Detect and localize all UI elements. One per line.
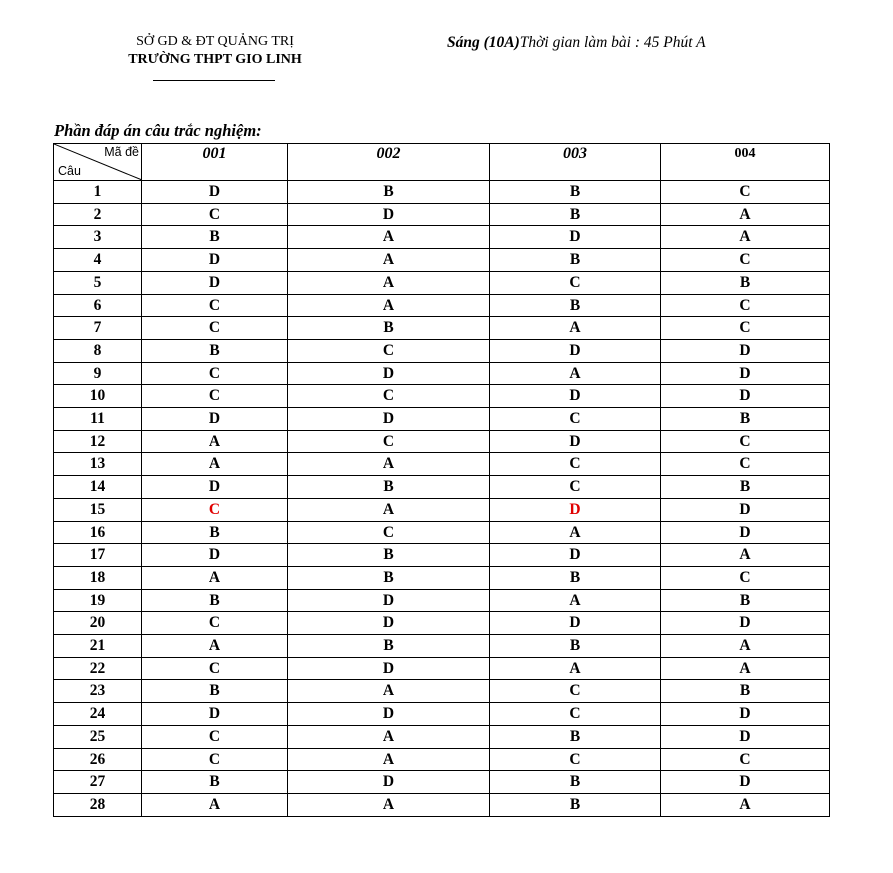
answer-cell: A: [661, 203, 830, 226]
answer-cell: C: [142, 657, 288, 680]
answer-cell: B: [142, 339, 288, 362]
answer-cell: C: [288, 430, 490, 453]
table-row: [54, 635, 830, 658]
department-name: SỞ GD & ĐT QUẢNG TRỊ: [136, 34, 294, 49]
table-row: [54, 430, 830, 453]
answer-cell: D: [490, 544, 661, 567]
table-row: [54, 453, 830, 476]
table-row: [54, 226, 830, 249]
answer-cell: B: [288, 317, 490, 340]
answer-cell: A: [490, 362, 661, 385]
answer-cell: D: [142, 408, 288, 431]
question-number: 5: [54, 271, 142, 294]
table-row: [54, 385, 830, 408]
answer-cell: C: [142, 317, 288, 340]
answer-cell: A: [288, 748, 490, 771]
exam-code-label: Mã đề: [104, 145, 139, 159]
question-label: Câu: [58, 164, 81, 178]
table-row: [54, 203, 830, 226]
answer-cell: A: [288, 793, 490, 816]
answer-cell: C: [661, 317, 830, 340]
question-number: 15: [54, 498, 142, 521]
answer-cell: D: [661, 521, 830, 544]
answer-cell: C: [490, 703, 661, 726]
table-row: [54, 249, 830, 272]
answer-cell: C: [142, 294, 288, 317]
answer-cell: A: [661, 226, 830, 249]
answer-cell: B: [490, 793, 661, 816]
answer-cell: B: [490, 771, 661, 794]
answer-cell: B: [288, 635, 490, 658]
answer-cell: D: [661, 703, 830, 726]
table-row: [54, 476, 830, 499]
question-number: 9: [54, 362, 142, 385]
answer-cell: A: [490, 521, 661, 544]
answer-table-body: [54, 181, 830, 817]
answer-cell: D: [288, 657, 490, 680]
answer-cell: D: [490, 385, 661, 408]
table-row: [54, 362, 830, 385]
question-number: 14: [54, 476, 142, 499]
question-number: 10: [54, 385, 142, 408]
answer-cell: B: [288, 181, 490, 204]
table-row: [54, 680, 830, 703]
header-left: [95, 33, 335, 69]
table-header-row: [54, 144, 830, 181]
answer-cell: A: [288, 680, 490, 703]
answer-cell: C: [490, 271, 661, 294]
answer-cell: B: [661, 476, 830, 499]
answer-cell: A: [661, 657, 830, 680]
answer-cell: D: [490, 612, 661, 635]
answer-cell: C: [142, 385, 288, 408]
answer-cell: A: [142, 430, 288, 453]
answer-cell: A: [490, 317, 661, 340]
answer-cell: C: [142, 203, 288, 226]
answer-cell: D: [490, 339, 661, 362]
answer-cell: D: [142, 544, 288, 567]
answer-cell: A: [288, 271, 490, 294]
answer-cell: D: [288, 362, 490, 385]
question-number: 11: [54, 408, 142, 431]
answer-cell: A: [661, 793, 830, 816]
answer-cell: C: [490, 453, 661, 476]
question-number: 2: [54, 203, 142, 226]
answer-cell: A: [142, 566, 288, 589]
answer-cell: C: [142, 498, 288, 521]
table-row: [54, 612, 830, 635]
exam-code-header: 001: [142, 144, 288, 181]
session-label: Sáng (10A): [447, 34, 520, 51]
question-number: 24: [54, 703, 142, 726]
answer-cell: C: [661, 453, 830, 476]
answer-cell: A: [661, 635, 830, 658]
table-row: [54, 703, 830, 726]
question-number: 20: [54, 612, 142, 635]
answer-cell: A: [142, 453, 288, 476]
table-row: [54, 725, 830, 748]
answer-cell: B: [661, 271, 830, 294]
answer-cell: A: [288, 294, 490, 317]
table-row: [54, 566, 830, 589]
answer-cell: B: [490, 294, 661, 317]
answer-cell: B: [288, 476, 490, 499]
answer-cell: A: [142, 635, 288, 658]
question-number: 7: [54, 317, 142, 340]
question-number: 28: [54, 793, 142, 816]
question-number: 25: [54, 725, 142, 748]
answer-cell: B: [142, 226, 288, 249]
answer-cell: D: [142, 703, 288, 726]
exam-code-header: 003: [490, 144, 661, 181]
table-row: [54, 771, 830, 794]
exam-info: [447, 34, 706, 52]
answer-cell: D: [661, 771, 830, 794]
answer-cell: C: [288, 339, 490, 362]
answer-cell: B: [490, 203, 661, 226]
answer-cell: D: [142, 476, 288, 499]
question-number: 3: [54, 226, 142, 249]
table-row: [54, 544, 830, 567]
answer-cell: C: [142, 612, 288, 635]
table-row: [54, 748, 830, 771]
answer-cell: B: [142, 771, 288, 794]
table-row: [54, 294, 830, 317]
question-number: 17: [54, 544, 142, 567]
question-number: 18: [54, 566, 142, 589]
exam-code-header: 004: [661, 144, 830, 181]
answer-cell: B: [661, 680, 830, 703]
question-number: 6: [54, 294, 142, 317]
exam-time: Thời gian làm bài : 45 Phút A: [519, 34, 706, 51]
table-row: [54, 181, 830, 204]
question-number: 23: [54, 680, 142, 703]
answer-cell: A: [490, 657, 661, 680]
question-number: 19: [54, 589, 142, 612]
answer-cell: A: [288, 249, 490, 272]
question-number: 16: [54, 521, 142, 544]
question-number: 27: [54, 771, 142, 794]
answer-cell: A: [661, 544, 830, 567]
answer-cell: B: [490, 635, 661, 658]
corner-cell: [54, 144, 142, 181]
answer-cell: B: [490, 249, 661, 272]
answer-cell: D: [661, 339, 830, 362]
answer-cell: C: [490, 476, 661, 499]
answer-cell: D: [661, 612, 830, 635]
answer-cell: C: [288, 385, 490, 408]
answer-cell: B: [142, 589, 288, 612]
answer-cell: B: [142, 521, 288, 544]
answer-cell: C: [661, 294, 830, 317]
answer-cell: D: [661, 385, 830, 408]
answer-cell: D: [661, 498, 830, 521]
answer-cell: B: [661, 589, 830, 612]
answer-cell: B: [490, 566, 661, 589]
question-number: 12: [54, 430, 142, 453]
answer-cell: D: [490, 498, 661, 521]
answer-cell: C: [661, 748, 830, 771]
header-divider: [153, 80, 275, 81]
table-row: [54, 317, 830, 340]
answer-cell: B: [490, 725, 661, 748]
table-row: [54, 589, 830, 612]
answer-cell: D: [661, 725, 830, 748]
answer-cell: A: [142, 793, 288, 816]
answer-cell: C: [490, 408, 661, 431]
answer-cell: D: [288, 771, 490, 794]
table-row: [54, 271, 830, 294]
table-row: [54, 498, 830, 521]
answer-cell: A: [490, 589, 661, 612]
answer-cell: D: [288, 408, 490, 431]
answer-cell: C: [661, 249, 830, 272]
answer-cell: D: [288, 703, 490, 726]
answer-cell: C: [288, 521, 490, 544]
question-number: 1: [54, 181, 142, 204]
table-row: [54, 339, 830, 362]
answer-cell: C: [490, 680, 661, 703]
exam-code-header: 002: [288, 144, 490, 181]
answer-cell: D: [142, 249, 288, 272]
answer-cell: B: [288, 544, 490, 567]
question-number: 22: [54, 657, 142, 680]
answer-cell: A: [288, 453, 490, 476]
answer-cell: B: [490, 181, 661, 204]
question-number: 26: [54, 748, 142, 771]
answer-cell: B: [288, 566, 490, 589]
question-number: 8: [54, 339, 142, 362]
answer-cell: B: [661, 408, 830, 431]
question-number: 13: [54, 453, 142, 476]
answer-cell: D: [142, 271, 288, 294]
table-row: [54, 793, 830, 816]
answer-cell: D: [288, 589, 490, 612]
answer-cell: B: [142, 680, 288, 703]
answer-cell: D: [288, 612, 490, 635]
answer-cell: C: [490, 748, 661, 771]
section-title: Phần đáp án câu trắc nghiệm:: [54, 121, 262, 140]
answer-cell: D: [490, 226, 661, 249]
school-name: TRƯỜNG THPT GIO LINH: [128, 52, 302, 67]
answer-cell: D: [142, 181, 288, 204]
answer-cell: A: [288, 498, 490, 521]
table-row: [54, 408, 830, 431]
answer-cell: C: [142, 725, 288, 748]
question-number: 4: [54, 249, 142, 272]
answer-cell: C: [142, 362, 288, 385]
answer-cell: A: [288, 226, 490, 249]
answer-cell: C: [661, 181, 830, 204]
answer-cell: A: [288, 725, 490, 748]
answer-cell: C: [661, 430, 830, 453]
question-number: 21: [54, 635, 142, 658]
table-row: [54, 657, 830, 680]
answer-cell: D: [288, 203, 490, 226]
answer-cell: C: [661, 566, 830, 589]
answer-cell: D: [490, 430, 661, 453]
answer-cell: D: [661, 362, 830, 385]
answer-table: [53, 143, 830, 817]
answer-cell: C: [142, 748, 288, 771]
table-row: [54, 521, 830, 544]
